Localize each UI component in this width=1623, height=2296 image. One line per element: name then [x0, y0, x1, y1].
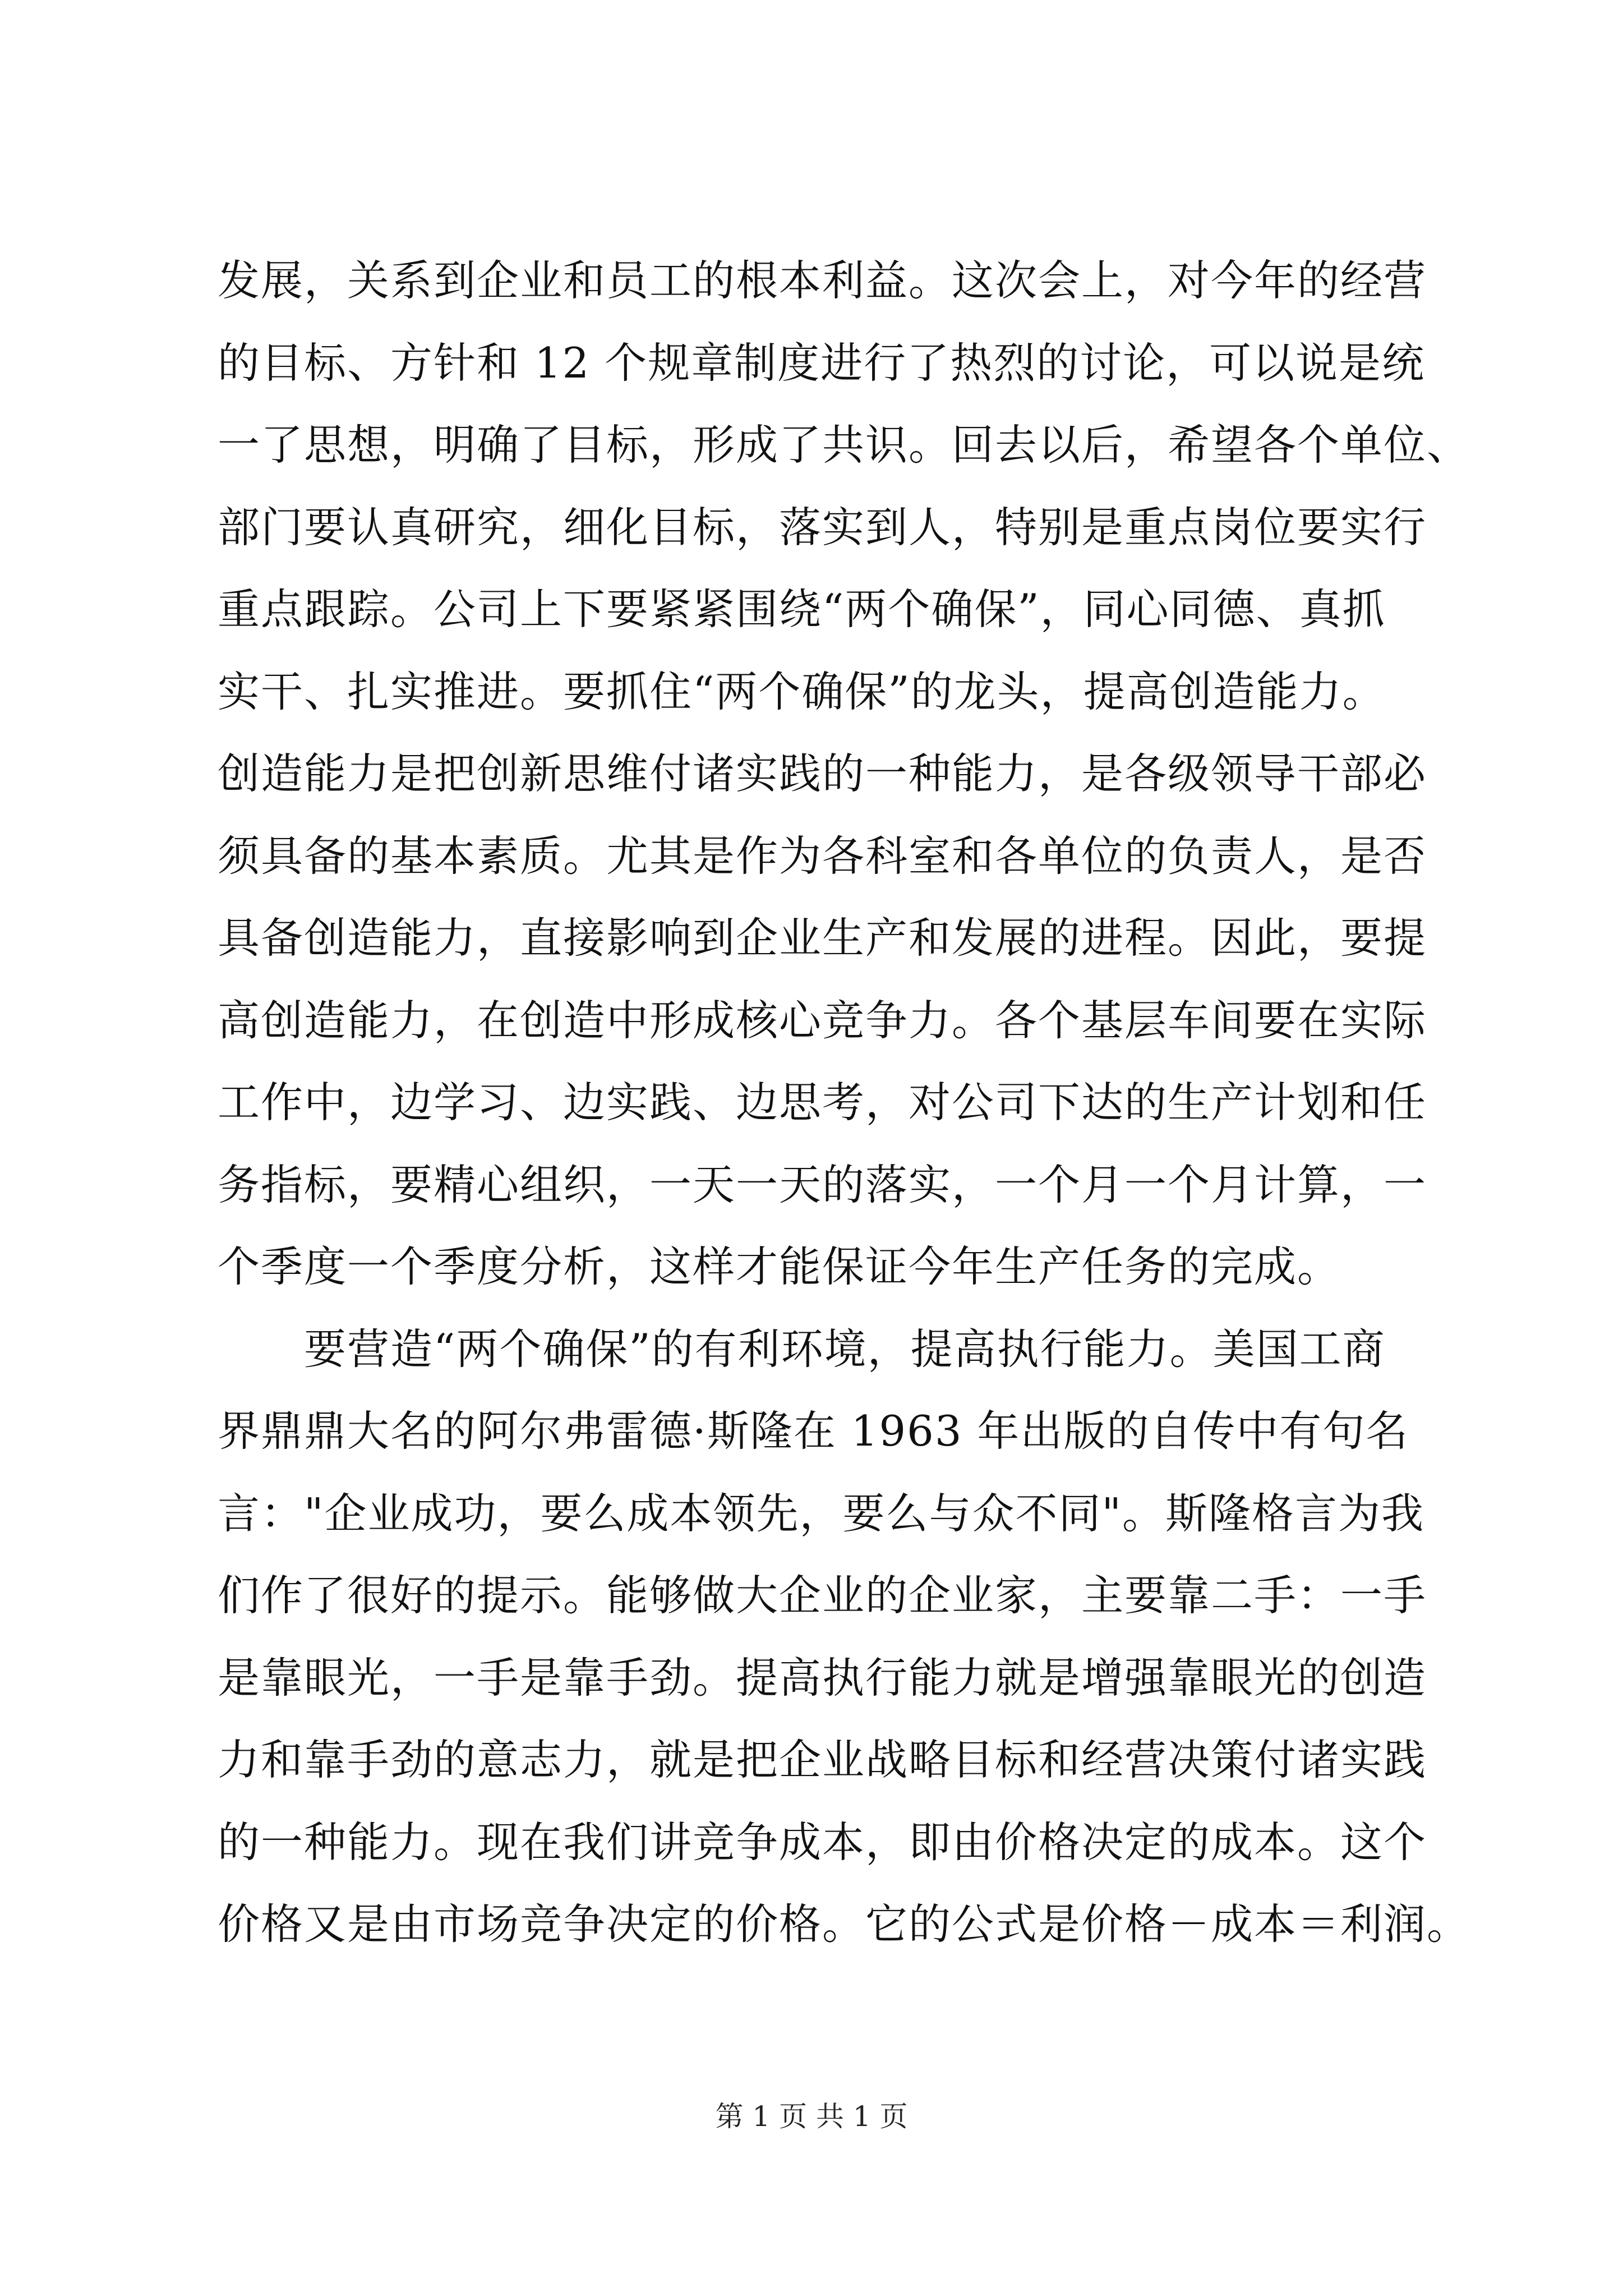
text-line: 是靠眼光，一手是靠手劲。提高执行能力就是增强靠眼光的创造: [218, 1653, 1427, 1703]
paragraph-first-line: 要营造“两个确保”的有利环境，提高执行能力。美国工商: [304, 1324, 1386, 1374]
text-line: 言："企业成功，要么成本领先，要么与众不同"。斯隆格言为我: [218, 1489, 1424, 1538]
text-line: 界鼎鼎大名的阿尔弗雷德·斯隆在 1963 年出版的自传中有句名: [218, 1406, 1409, 1456]
text-line: 高创造能力，在创造中形成核心竞争力。各个基层车间要在实际: [218, 996, 1427, 1045]
text-line: 工作中，边学习、边实践、边思考，对公司下达的生产计划和任: [218, 1078, 1427, 1127]
text-line: 创造能力是把创新思维付诸实践的一种能力，是各级领导干部必: [218, 749, 1427, 798]
text-line: 的目标、方针和 12 个规章制度进行了热烈的讨论，可以说是统: [218, 338, 1426, 388]
text-line: 部门要认真研究，细化目标，落实到人，特别是重点岗位要实行: [218, 503, 1427, 552]
text-line: 须具备的基本素质。尤其是作为各科室和各单位的负责人，是否: [218, 831, 1427, 881]
text-line: 务指标，要精心组织，一天一天的落实，一个月一个月计算，一: [218, 1160, 1427, 1209]
text-line: 的一种能力。现在我们讲竞争成本，即由价格决定的成本。这个: [218, 1818, 1427, 1867]
text-line: 具备创造能力，直接影响到企业生产和发展的进程。因此，要提: [218, 913, 1427, 963]
text-line: 们作了很好的提示。能够做大企业的企业家，主要靠二手：一手: [218, 1571, 1427, 1620]
text-line: 重点跟踪。公司上下要紧紧围绕“两个确保”，同心同德、真抓: [218, 585, 1386, 634]
text-line: 发展，关系到企业和员工的根本利益。这次会上，对今年的经营: [218, 256, 1427, 305]
page-number-footer: 第 1 页 共 1 页: [715, 2100, 908, 2133]
text-line: 实干、扎实推进。要抓住“两个确保”的龙头，提高创造能力。: [218, 667, 1386, 716]
text-line: 一了思想，明确了目标，形成了共识。回去以后，希望各个单位、: [218, 420, 1470, 470]
text-line: 价格又是由市场竞争决定的价格。它的公式是价格－成本＝利润。: [218, 1899, 1470, 1949]
text-line: 力和靠手劲的意志力，就是把企业战略目标和经营决策付诸实践: [218, 1735, 1427, 1784]
text-line: 个季度一个季度分析，这样才能保证今年生产任务的完成。: [218, 1242, 1341, 1291]
